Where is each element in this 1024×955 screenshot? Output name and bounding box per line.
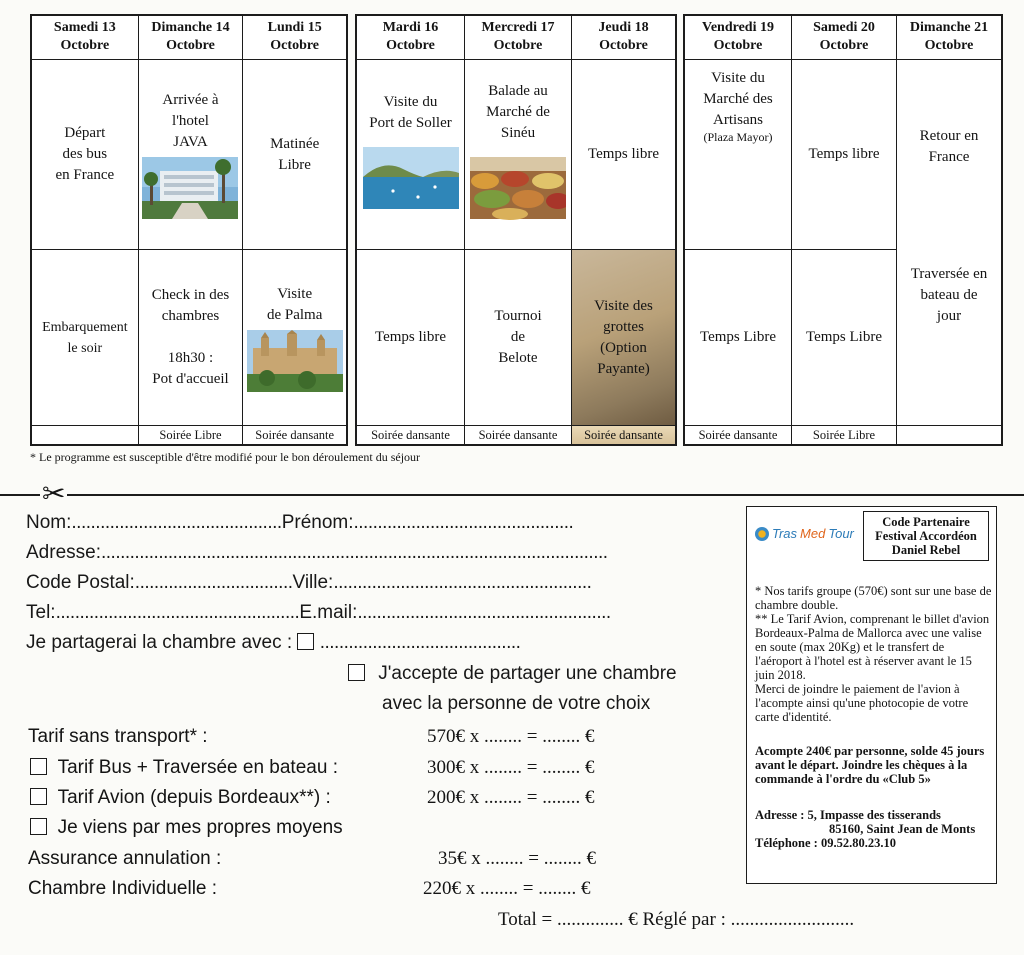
activity-line: Temps libre bbox=[374, 329, 446, 345]
contact-row bbox=[26, 601, 611, 625]
afternoon-cell bbox=[357, 250, 464, 426]
email-field[interactable]: ..................................................... bbox=[357, 602, 611, 623]
logo-text: Tras bbox=[772, 526, 798, 541]
evening-cell bbox=[572, 426, 675, 444]
quantity-field[interactable]: ........ = ........ € bbox=[485, 848, 596, 869]
telephone-text: Téléphone : 09.52.80.23.10 bbox=[755, 836, 896, 850]
partner-info-box bbox=[746, 506, 997, 884]
activity-line: Balade au bbox=[488, 83, 548, 99]
price-value: 300€ x bbox=[427, 757, 480, 778]
activity-line: Marché des bbox=[703, 91, 773, 107]
adresse-label: Adresse: bbox=[26, 542, 101, 563]
code-line: Daniel Rebel bbox=[891, 543, 961, 557]
tarif-avion-label: Tarif Avion (depuis Bordeaux**) : bbox=[57, 787, 331, 808]
program-footnote: * Le programme est susceptible d'être modifié pour le bon déroulement du séjour bbox=[30, 450, 421, 464]
activity-line: Visite du bbox=[383, 93, 438, 110]
morning-cell bbox=[792, 60, 896, 250]
day-month: Octobre bbox=[166, 38, 215, 53]
activity-line: Traversée en bbox=[910, 266, 988, 282]
chambre-individuelle-price bbox=[423, 877, 590, 901]
accept-share-label-2: avec la personne de votre choix bbox=[382, 693, 651, 714]
evening-label: Soirée dansante bbox=[371, 428, 450, 442]
activity-line: Artisans bbox=[713, 112, 763, 128]
afternoon-cell bbox=[139, 250, 243, 426]
acompte-text: Acompte 240€ par personne, solde 45 jours avant le départ. Joindre les chèques à la commande à l'ordre du «Club 5» bbox=[755, 744, 985, 786]
price-value: 35€ x bbox=[438, 848, 481, 869]
note-text: * Nos tarifs groupe (570€) sont sur une base de chambre double. bbox=[755, 584, 992, 612]
activity-line: chambres bbox=[161, 308, 220, 324]
afternoon-cell bbox=[243, 250, 346, 426]
activity-line: Visite des bbox=[594, 297, 653, 314]
note-text: Merci de joindre le paiement de l'avion à l'acompte ainsi qu'une photocopie de votre carte d'identité. bbox=[755, 682, 969, 724]
evening-cell bbox=[465, 426, 571, 444]
quantity-field[interactable]: ........ = ........ € bbox=[484, 757, 595, 778]
activity-line: Payante) bbox=[597, 360, 650, 377]
morning-cell bbox=[139, 60, 243, 250]
day-name: Samedi 20 bbox=[813, 20, 875, 35]
day-header bbox=[243, 16, 346, 60]
day-month: Octobre bbox=[386, 38, 435, 53]
afternoon-cell bbox=[685, 250, 791, 426]
share-room-checkbox[interactable] bbox=[297, 633, 314, 650]
day-month: Octobre bbox=[270, 38, 320, 53]
day-column-wed17 bbox=[464, 16, 571, 444]
activity-note: (Plaza Mayor) bbox=[703, 130, 773, 144]
day-month: Octobre bbox=[713, 38, 763, 53]
tarif-bus-price bbox=[427, 756, 594, 780]
tarif-sans-transport-price bbox=[427, 725, 594, 749]
day-name: Mercredi 17 bbox=[481, 20, 555, 35]
day-month: Octobre bbox=[819, 38, 869, 53]
day-name: Jeudi 18 bbox=[598, 20, 649, 35]
evening-cell bbox=[685, 426, 791, 444]
afternoon-cell bbox=[32, 250, 138, 426]
day-month: Octobre bbox=[60, 38, 110, 53]
scissors-icon: ✂ bbox=[42, 477, 66, 510]
day-header bbox=[572, 16, 675, 60]
tel-field[interactable]: ................................................... bbox=[55, 602, 300, 623]
day-column-sun21 bbox=[896, 16, 1001, 444]
day-header bbox=[685, 16, 791, 60]
activity-line: Marché de bbox=[486, 104, 550, 120]
activity-line: des bus bbox=[62, 146, 108, 162]
activity-line: (Option bbox=[600, 339, 647, 356]
palma-cathedral-photo bbox=[247, 330, 343, 392]
code-title: Code Partenaire bbox=[882, 515, 970, 529]
address-text bbox=[755, 808, 993, 822]
name-row bbox=[26, 511, 573, 535]
activity-line: en France bbox=[55, 167, 115, 183]
email-label: E.mail: bbox=[299, 602, 358, 623]
code-postal-field[interactable]: ................................. bbox=[134, 572, 293, 593]
evening-label: Soirée Libre bbox=[812, 428, 876, 442]
propres-moyens-row bbox=[30, 816, 343, 840]
total-row[interactable]: Total = .............. € Réglé par : .......................... bbox=[498, 909, 855, 930]
accept-share-row bbox=[348, 662, 677, 686]
day-month: Octobre bbox=[599, 38, 648, 53]
prenom-field[interactable]: .............................................. bbox=[353, 512, 574, 533]
hotel-java-photo bbox=[142, 157, 238, 219]
day-column-mon15 bbox=[242, 16, 346, 444]
price-value: 570€ x bbox=[427, 726, 480, 747]
share-room-label: Je partagerai la chambre avec : bbox=[26, 632, 293, 653]
propres-moyens-checkbox[interactable] bbox=[30, 818, 47, 835]
evening-label: Soirée dansante bbox=[255, 428, 335, 442]
day-header bbox=[32, 16, 138, 60]
tarif-avion-checkbox[interactable] bbox=[30, 788, 47, 805]
address-row bbox=[26, 541, 608, 565]
day-name: Lundi 15 bbox=[267, 20, 322, 35]
day-column-tue16 bbox=[357, 16, 464, 444]
code-line: Festival Accordéon bbox=[875, 529, 977, 543]
nom-field[interactable]: ............................................ bbox=[71, 512, 282, 533]
morning-cell bbox=[32, 60, 138, 250]
evening-cell bbox=[357, 426, 464, 444]
day-name: Samedi 13 bbox=[53, 20, 116, 35]
logo-text: Tour bbox=[828, 526, 854, 541]
activity-line: le soir bbox=[67, 340, 103, 356]
day-header bbox=[465, 16, 571, 60]
activity-line: Départ bbox=[64, 125, 106, 141]
ville-label: Ville: bbox=[292, 572, 334, 593]
activity-line: Arrivée à bbox=[162, 92, 219, 108]
prenom-label: Prénom: bbox=[281, 512, 354, 533]
afternoon-cell bbox=[792, 250, 896, 426]
evening-cell bbox=[792, 426, 896, 444]
evening-label: Soirée dansante bbox=[478, 428, 558, 442]
activity-line: Visite bbox=[277, 285, 313, 302]
address-line: 85160, Saint Jean de Monts bbox=[829, 822, 976, 836]
activity-line: de bbox=[510, 329, 526, 345]
day-name: Dimanche 21 bbox=[909, 20, 989, 35]
price-value: 200€ x bbox=[427, 787, 480, 808]
activity-line: Retour en bbox=[919, 128, 979, 144]
morning-cell bbox=[243, 60, 346, 250]
partner-notes bbox=[755, 584, 993, 850]
schedule-table-1 bbox=[30, 14, 348, 446]
activity-line: bateau de bbox=[920, 287, 978, 303]
day-name: Vendredi 19 bbox=[702, 20, 774, 35]
code-partenaire-box bbox=[863, 511, 989, 561]
activity-line: Tournoi bbox=[494, 308, 542, 324]
evening-cell bbox=[139, 426, 243, 444]
day-month: Octobre bbox=[493, 38, 543, 53]
ville-field[interactable]: ...................................................... bbox=[333, 572, 592, 593]
evening-cell bbox=[243, 426, 346, 444]
activity-line: Libre bbox=[278, 156, 311, 173]
activity-line: 18h30 : bbox=[167, 350, 214, 366]
accept-share-row-2 bbox=[382, 692, 650, 716]
activity-line: Embarquement bbox=[42, 319, 128, 335]
assurance-price bbox=[438, 847, 596, 871]
activity-line: Check in des bbox=[151, 287, 230, 303]
logo-text: Med bbox=[800, 526, 826, 541]
activity-line: de Palma bbox=[266, 306, 323, 323]
day-column-sat20 bbox=[791, 16, 896, 444]
tarif-sans-transport-label: Tarif sans transport* : bbox=[28, 726, 208, 747]
activity-line: Belote bbox=[498, 350, 538, 366]
quantity-field[interactable]: ........ = ........ € bbox=[480, 878, 591, 899]
day-header bbox=[792, 16, 896, 60]
evening-label: Soirée dansante bbox=[698, 428, 778, 442]
port-de-soller-photo bbox=[363, 138, 459, 218]
share-room-row bbox=[26, 631, 520, 655]
activity-line: Temps Libre bbox=[699, 329, 776, 345]
accept-share-label: J'accepte de partager une chambre bbox=[378, 663, 677, 684]
day-column-fri19 bbox=[685, 16, 791, 444]
propres-moyens-label: Je viens par mes propres moyens bbox=[57, 817, 343, 838]
activity-line: Visite du bbox=[711, 70, 765, 86]
activity-line: Temps Libre bbox=[805, 329, 882, 345]
evening-label: Soirée dansante bbox=[584, 428, 663, 442]
morning-cell bbox=[357, 60, 464, 250]
morning-cell bbox=[572, 60, 675, 250]
tarif-avion-price bbox=[427, 786, 594, 810]
morning-cell bbox=[465, 60, 571, 250]
assurance-label: Assurance annulation : bbox=[28, 848, 222, 869]
quantity-field[interactable]: ........ = ........ € bbox=[484, 787, 595, 808]
accept-share-checkbox[interactable] bbox=[348, 664, 365, 681]
afternoon-cell-grottes bbox=[572, 250, 675, 426]
tarif-bus-label: Tarif Bus + Traversée en bateau : bbox=[57, 757, 338, 778]
sun-icon bbox=[755, 527, 769, 541]
activity-line: Temps libre bbox=[587, 146, 659, 162]
adresse-field[interactable]: .......................................................................................................... bbox=[100, 542, 608, 563]
activity-line: Pot d'accueil bbox=[152, 371, 229, 387]
activity-line: Sinéu bbox=[500, 125, 536, 141]
day-column-thu18 bbox=[571, 16, 675, 444]
tel-label: Tel: bbox=[26, 602, 56, 623]
address-line: Adresse : 5, Impasse des tisserands bbox=[755, 808, 941, 822]
day-header bbox=[139, 16, 243, 60]
note-text: ** Le Tarif Avion, comprenant le billet d'avion Bordeaux-Palma de Mallorca avec une valise en soute (max 20Kg) et le transfert de l'aéroport à l'hotel est à réserver avant le 15 juin 2018. bbox=[755, 612, 990, 682]
tarif-bus-row bbox=[30, 756, 338, 780]
activity-line: France bbox=[928, 149, 970, 165]
code-postal-label: Code Postal: bbox=[26, 572, 135, 593]
tarif-avion-row bbox=[30, 786, 331, 810]
activity-line: Temps libre bbox=[808, 146, 880, 162]
day-column-sun14 bbox=[138, 16, 243, 444]
tarif-bus-checkbox[interactable] bbox=[30, 758, 47, 775]
quantity-field[interactable]: ........ = ........ € bbox=[484, 726, 595, 747]
day-column-sat13 bbox=[32, 16, 138, 444]
morning-cell bbox=[685, 60, 791, 250]
activity-line: jour bbox=[936, 308, 962, 324]
evening-cell bbox=[32, 426, 138, 444]
day-header bbox=[897, 16, 1001, 60]
price-value: 220€ x bbox=[423, 878, 476, 899]
day-month: Octobre bbox=[924, 38, 974, 53]
sineu-market-photo bbox=[470, 148, 566, 228]
schedule-table-2 bbox=[355, 14, 677, 446]
day-name: Mardi 16 bbox=[382, 20, 439, 35]
schedule-table-3 bbox=[683, 14, 1003, 446]
activity-line: JAVA bbox=[173, 134, 208, 150]
activity-line: grottes bbox=[603, 318, 644, 335]
nom-label: Nom: bbox=[26, 512, 72, 533]
afternoon-cell bbox=[465, 250, 571, 426]
activity-line: Port de Soller bbox=[369, 114, 452, 131]
chambre-individuelle-label: Chambre Individuelle : bbox=[28, 878, 218, 899]
trasmedtour-logo bbox=[755, 527, 854, 541]
day-name: Dimanche 14 bbox=[151, 20, 230, 35]
share-room-field[interactable]: .......................................... bbox=[319, 632, 521, 653]
evening-label: Soirée Libre bbox=[159, 428, 222, 442]
activity-line: l'hotel bbox=[172, 113, 209, 129]
activity-line: Matinée bbox=[270, 135, 320, 152]
day-header bbox=[357, 16, 464, 60]
postal-row bbox=[26, 571, 591, 595]
cut-line bbox=[0, 494, 1024, 496]
merged-day-cell bbox=[897, 60, 1001, 426]
